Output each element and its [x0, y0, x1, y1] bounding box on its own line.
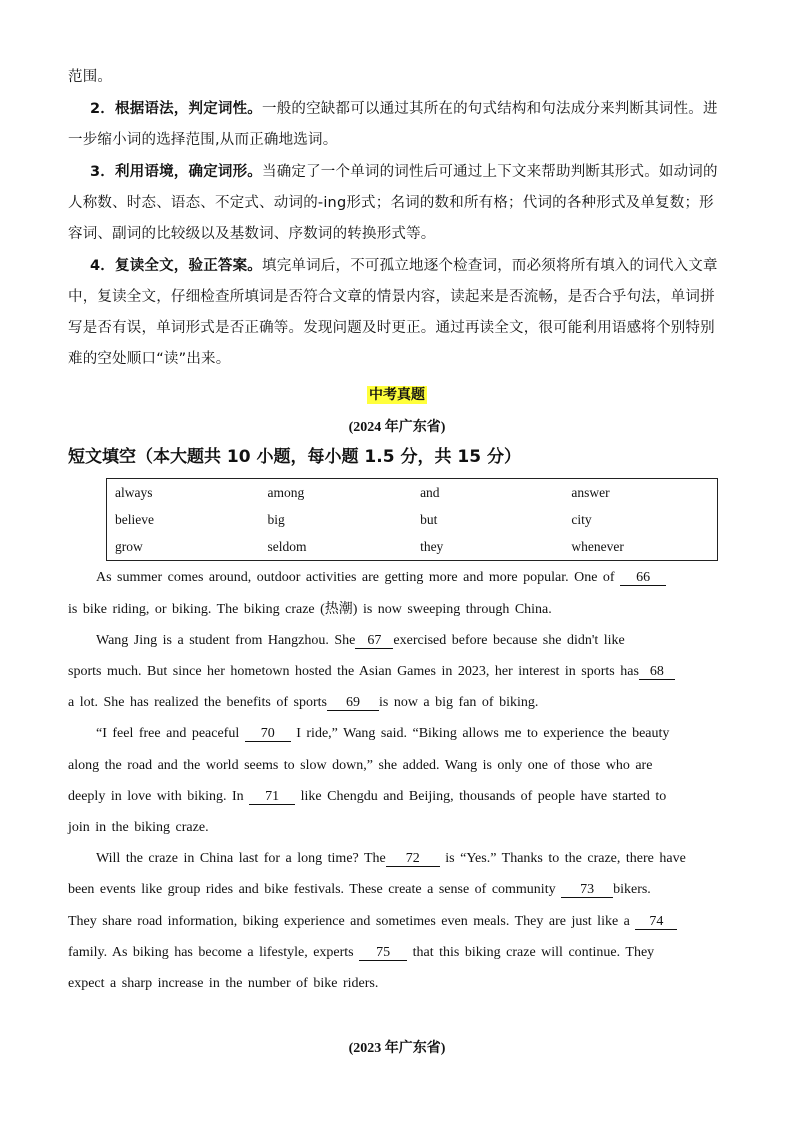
tip-4-heading: 4．复读全文，验正答案。	[90, 258, 262, 274]
passage-line	[96, 625, 728, 656]
passage-line	[96, 562, 728, 593]
word-bank-cell: but	[420, 511, 438, 527]
blank-66[interactable]: 66	[620, 571, 666, 586]
passage-text: family. As biking has become a lifestyle, experts	[68, 945, 360, 960]
tip-4	[68, 251, 728, 375]
blank-71[interactable]: 71	[249, 790, 295, 805]
passage-line	[68, 781, 728, 812]
passage-text: like Chengdu and Beijing, thousands of people have started to	[295, 789, 667, 804]
passage-text: Will the craze in China last for a long time? The	[96, 851, 386, 866]
passage-line	[68, 906, 728, 937]
year-2024: (2024 年广东省)	[348, 420, 446, 435]
blank-68[interactable]: 68	[639, 665, 675, 680]
passage-text: a lot. She has realized the benefits of sports	[68, 695, 327, 710]
section-title: 短文填空（本大题共 10 小题，每小题 1.5 分，共 15 分）	[68, 447, 521, 467]
word-bank-cell: among	[267, 484, 305, 500]
blank-73[interactable]: 73	[561, 883, 613, 898]
word-bank-row	[107, 506, 718, 533]
tip-4-text: 填完单词后，不可孤立地逐个检查词，而必须将所有填入的词代入文章中，复读全文，仔细检查所填词是否符合文章的情景内容，读起来是否流畅，是否合乎句法，单词拼写是否有误，单词形式是否正确等。发现问题及时更正。通过再读全文，很可能利用语感将个别特别难的空处顺口“读”出来。	[68, 258, 718, 367]
passage-line: along the road and the world seems to slow down,” she added. Wang is only one of those who are	[68, 758, 653, 773]
passage-text: As summer comes around, outdoor activities are getting more and more popular. One of	[96, 570, 621, 585]
tip-3	[68, 157, 728, 250]
year-2023: (2023 年广东省)	[348, 1041, 446, 1056]
blank-70[interactable]: 70	[245, 727, 291, 742]
passage-text: They share road information, biking experience and sometimes even meals. They are just like a	[68, 914, 636, 929]
exam-badge: 中考真题	[369, 387, 425, 403]
word-bank-cell: and	[420, 484, 440, 500]
word-bank-row	[107, 479, 718, 507]
word-bank-row	[107, 533, 718, 561]
word-bank-cell: grow	[115, 538, 143, 554]
passage-text: is now a big fan of biking.	[378, 695, 539, 710]
intro-line: 范围。	[68, 69, 113, 85]
tip-2	[68, 94, 728, 156]
word-bank-cell: believe	[115, 511, 154, 527]
exam-badge-row	[0, 384, 794, 404]
word-bank	[106, 478, 718, 561]
passage-line: join in the biking craze.	[68, 820, 209, 835]
passage-text: sports much. But since her hometown hosted the Asian Games in 2023, her interest in sports has	[68, 664, 639, 679]
passage-text: deeply in love with biking. In	[68, 789, 250, 804]
word-bank-cell: whenever	[571, 538, 624, 554]
tip-2-heading: 2．根据语法，判定词性。	[90, 101, 262, 117]
tip-3-text: 当确定了一个单词的词性后可通过上下文来帮助判断其形式。如动词的人称数、时态、语态、不定式、动词的-ing形式；名词的数和所有格；代词的各种形式及单复数；形容词、副词的比较级以及基数词、序数词的转换形式等。	[68, 164, 718, 242]
blank-75[interactable]: 75	[359, 946, 407, 961]
blank-67[interactable]: 67	[355, 634, 393, 649]
passage-text: that this biking craze will continue. They	[407, 945, 655, 960]
passage-text: is “Yes.” Thanks to the craze, there have	[439, 851, 686, 866]
passage-line: is bike riding, or biking. The biking craze (热潮) is now sweeping through China.	[68, 602, 552, 617]
word-bank-cell: answer	[571, 484, 610, 500]
word-bank-cell: seldom	[267, 538, 307, 554]
passage-line	[96, 843, 728, 874]
blank-72[interactable]: 72	[386, 852, 440, 867]
passage-text: “I feel free and peaceful	[96, 726, 245, 741]
word-bank-cell: city	[571, 511, 592, 527]
word-bank-cell: they	[420, 538, 444, 554]
word-bank-cell: big	[267, 511, 285, 527]
passage-line: expect a sharp increase in the number of bike riders.	[68, 976, 379, 991]
passage-line	[68, 874, 728, 905]
passage-line	[68, 687, 728, 718]
passage-text: Wang Jing is a student from Hangzhou. She	[96, 633, 356, 648]
passage-text: been events like group rides and bike festivals. These create a sense of community	[68, 882, 562, 897]
passage-line	[68, 656, 728, 687]
passage-text: I ride,” Wang said. “Biking allows me to experience the beauty	[290, 726, 670, 741]
passage-line	[96, 718, 728, 749]
blank-69[interactable]: 69	[327, 696, 379, 711]
tip-3-heading: 3．利用语境，确定词形。	[90, 164, 262, 180]
tip-2-text: 一般的空缺都可以通过其所在的句式结构和句法成分来判断其词性。进一步缩小词的选择范围,从而正确地选词。	[68, 101, 718, 148]
word-bank-cell: always	[115, 484, 153, 500]
passage-text: bikers.	[613, 882, 651, 897]
blank-74[interactable]: 74	[635, 915, 677, 930]
passage-line	[68, 937, 728, 968]
passage-text: exercised before because she didn't like	[393, 633, 625, 648]
